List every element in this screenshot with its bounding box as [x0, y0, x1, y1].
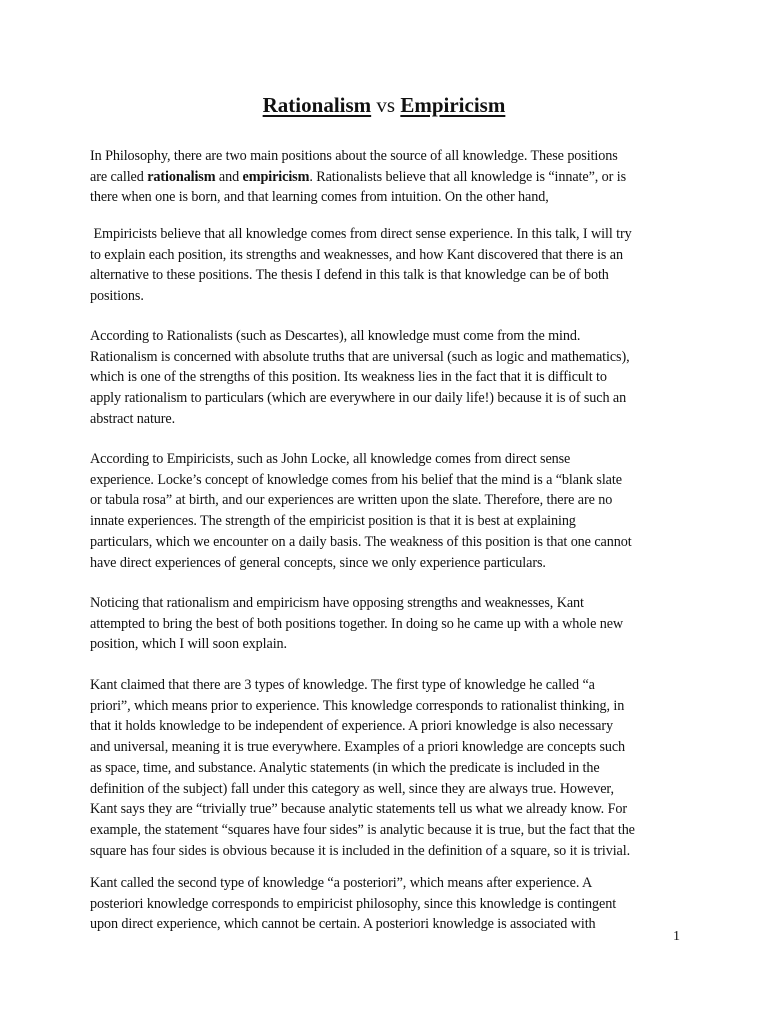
paragraph-line: and universal, meaning it is true everywhere. Examples of a priori knowledge are concepts such	[90, 739, 626, 756]
paragraph-line: which is one of the strengths of this position. Its weakness lies in the fact that it is difficult to	[90, 369, 607, 386]
paragraph-empiricists	[90, 449, 690, 573]
paragraph-line: example, the statement “squares have four sides” is analytic because it is true, but the fact that the	[90, 821, 635, 838]
paragraph-line: there when one is born, and that learning comes from intuition. On the other hand,	[90, 189, 549, 206]
paragraph-line: posteriori knowledge corresponds to empiricist philosophy, since this knowledge is contingent	[90, 895, 617, 912]
paragraph-a-priori	[90, 675, 690, 861]
paragraph-line: abstract nature.	[90, 410, 176, 427]
paragraph-line: According to Rationalists (such as Descartes), all knowledge must come from the mind.	[90, 328, 581, 344]
paragraph-line: are called rationalism and empiricism. Rationalists believe that all knowledge is “innate”, or is	[90, 168, 626, 185]
paragraph-line: According to Empiricists, such as John Locke, all knowledge comes from direct sense	[90, 451, 571, 467]
paragraph-line: Empiricists believe that all knowledge comes from direct sense experience. In this talk, I will try	[90, 226, 632, 242]
paragraph-line: particulars, which we encounter on a daily basis. The weakness of this position is that one cannot	[90, 533, 632, 550]
title-rationalism: Rationalism	[262, 93, 372, 117]
paragraph-line: innate experiences. The strength of the empiricist position is that it is best at explaining	[90, 513, 576, 530]
paragraph-line: as space, time, and substance. Analytic statements (in which the predicate is included in the	[90, 759, 600, 776]
paragraph-line: upon direct experience, which cannot be certain. A posteriori knowledge is associated with	[90, 916, 596, 933]
paragraph-line: apply rationalism to particulars (which are everywhere in our daily life!) because it is of such an	[90, 390, 627, 407]
paragraph-line: have direct experiences of general concepts, since we only experience particulars.	[90, 554, 546, 571]
paragraph-line: Rationalism is concerned with absolute truths that are universal (such as logic and mathematics),	[90, 348, 630, 365]
title-empiricism: Empiricism	[400, 93, 506, 117]
term-rationalism: rationalism	[147, 168, 216, 185]
paragraph-line: Kant called the second type of knowledge “a posteriori”, which means after experience. A	[90, 875, 593, 891]
paragraph-line: that it holds knowledge to be independent of experience. A priori knowledge is also necessary	[90, 718, 613, 735]
paragraph-line: Noticing that rationalism and empiricism have opposing strengths and weaknesses, Kant	[90, 595, 584, 611]
term-empiricism: empiricism	[242, 168, 310, 185]
paragraph-thesis	[90, 224, 690, 307]
paragraph-line: to explain each position, its strengths and weaknesses, and how Kant discovered that there is an	[90, 246, 623, 263]
paragraph-line: or tabula rosa” at birth, and our experiences are written upon the slate. Therefore, there are no	[90, 492, 613, 509]
paragraph-line: alternative to these positions. The thesis I defend in this talk is that knowledge can be of both	[90, 267, 609, 284]
paragraph-line: Kant claimed that there are 3 types of knowledge. The first type of knowledge he called “a	[90, 677, 595, 693]
paragraph-rationalists	[90, 326, 690, 430]
paragraph-line: attempted to bring the best of both positions together. In doing so he came up with a whole new	[90, 615, 624, 632]
paragraph-line: square has four sides is obvious because it is included in the definition of a square, so it is trivial.	[90, 842, 631, 859]
paragraph-line: definition of the subject) fall under this category as well, since they are always true. However,	[90, 780, 614, 797]
paragraph-line: experience. Locke’s concept of knowledge comes from his belief that the mind is a “blank slate	[90, 471, 622, 488]
title-vs: vs	[376, 93, 396, 117]
paragraph-line: position, which I will soon explain.	[90, 636, 287, 653]
paragraph-line: In Philosophy, there are two main positions about the source of all knowledge. These positions	[90, 148, 618, 164]
page-number: 1	[673, 929, 680, 944]
paragraph-introduction	[90, 146, 690, 208]
paragraph-line: priori”, which means prior to experience. This knowledge corresponds to rationalist thinking, in	[90, 697, 625, 714]
paragraph-kant-synthesis	[90, 593, 690, 655]
paragraph-line: Kant says they are “trivially true” because analytic statements tell us what we already know. For	[90, 801, 627, 818]
paragraph-line: positions.	[90, 288, 144, 305]
paragraph-a-posteriori	[90, 873, 690, 935]
document-title	[0, 92, 768, 118]
